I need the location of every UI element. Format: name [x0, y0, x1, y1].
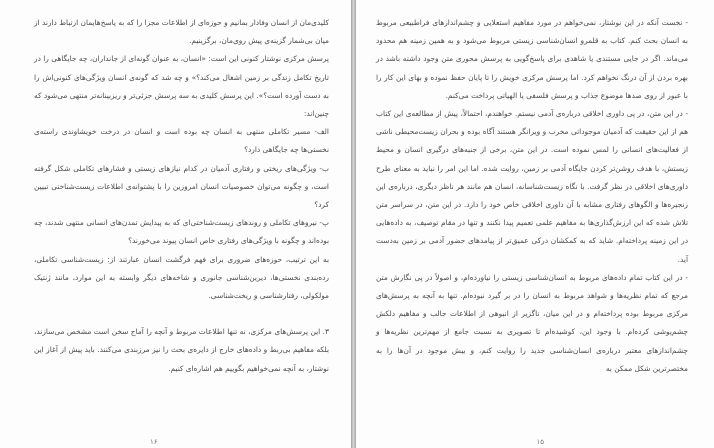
paragraph: - در این کتاب تمام داده‌های مربوط به انسان‌شناسی زیستی را نیاورده‌ام، و اصولاً در پی نگارش متن مرجع که تمام نظریه‌ها و شواهد مربوط به انسان را در بر گیرد نبوده‌ام. تنها به آنچه به پرسش‌های مرکزی مربوط بوده پرداخته‌ام و در این میان، ناگزیر از انبوهی از اطلاعات جالب و مفاهیم دلکش چشم‌پوشی کرده‌ام. با وجود این، کوشیده‌ام تا تصویری به نسبت جامع از مهم‌ترین نظریه‌ها و چشم‌اندازهای معتبر درباره‌ی انسان‌شناسی جدید را روایت کنم، و بیش موجود در آن‌ها را به مختصرترین شکل ممکن به: [376, 272, 688, 373]
paragraph-gap: [34, 305, 329, 323]
paragraph: ۳. این پرسش‌های مرکزی، نه تنها اطلاعات مربوط و آنچه را آماج سخن است مشخص می‌سازند، بلکه مفاهیم بی‌ربط و داده‌های خارج از دایره‌ی بحث را نیز مرزبندی می‌کنند. باید پیش از آغاز این نوشتار، به آنچه نمی‌خواهیم بگوییم هم اشاره‌ای کنیم.: [34, 327, 329, 373]
left-page: [0, 0, 351, 448]
right-page: [356, 0, 714, 448]
paragraph: ب- ویژگی‌های ریختی و رفتاری آدمیان در کدام نیازهای زیستی و فشارهای تکاملی شکل گرفته است، و چگونه می‌توان خصوصیات انسان امروزین را با پشتوانه‌ی اطلاعات زیست‌شناختی تبیین کرد؟: [34, 163, 329, 210]
paragraph: کلیدی‌مان از انسان وفادار بمانیم و حوزه‌ای از اطلاعات مجزا را که به پاسخ‌هایمان ارتباط دارند از میان بی‌شمار گزینه‌ی پیش روی‌مان، برگزینیم.: [34, 18, 329, 46]
page-number: ۱۵: [536, 438, 544, 446]
paragraph: پ- نیروهای تکاملی و روندهای زیست‌شناختی‌ای که به پیدایش تمدن‌های انسانی منتهی شدند، چه بوده‌اند و چگونه با ویژگی‌های رفتاری خاص انسان پیوند می‌خورند؟: [34, 218, 329, 246]
paragraph: پرسش مرکزی نوشتار کنونی این است: «انسان، به عنوان گونه‌ای از جانداران، چه جایگاهی را در تاریخ تکامل زندگی بر زمین اشغال می‌کند؟» و چه شد که گونه‌ی انسان ویژگی‌های کنونی‌اش را به دست آورده است؟». این پرسش کلیدی به سه پرسش جزئی‌تر و ریزبینانه‌تر منتهی می‌شود که چنین‌اند:: [34, 54, 329, 119]
paragraph: به این ترتیب، حوزه‌های ضروری برای فهم فرگشت انسان عبارتند از: زیست‌شناسی تکاملی، رده‌بندی نخستی‌ها، دیرین‌شناسی جانوری و شاخه‌های دیگر وابسته به این موارد، مانند ژنتیک مولکولی، رفتارشناسی و ریخت‌شناسی.: [34, 254, 329, 301]
paragraph: - نخست آنکه در این نوشتار، نمی‌خواهم در مورد مفاهیم استعلایی و چشم‌اندازهای فراطبیعی مربوط به انسان بحث کنم. کتاب به قلمرو انسان‌شناسی زیستی مربوط می‌شود و به همین زمینه هم محدود می‌ماند. اگر در جایی مستندی یا شاهدی برای پاسخ‌گویی به پرسش محوری متن وجود داشته باشد در بهره بردن از آن درنگ نخواهم کرد. اما پرسش مرکزی خویش را تا پایان حفظ نموده و بهای این کار را با عبور از روی صدها موضوع جذاب و پرسش فلسفی یا الهیاتی پرداخت می‌کنم.: [376, 18, 688, 100]
paragraph: - در این متن، در پی داوری اخلاقی درباره‌ی آدمی نیستم. خواهندم، احتمالاً، پیش از مطالعه‌ی این کتاب هم از این حقیقت که آدمیان موجوداتی مخرب و ویرانگر هستند آگاه بوده و بحران زیست‌محیطی ناشی از فعالیت‌های انسانی را لمس نموده است. در این متن، برخی از جنبه‌های درگیری انسان و محیط زیستش، با هدف روشن‌تر کردن جایگاه آدمی بر زمین، روایت شده. اما این امر را نباید به معنای طرح داوری‌های اخلاقی در نظر گرفت. با نگاه زیست‌شناسانه، انسان هم مانند هر ناظر دیگری، درباره‌ی این زنجیره‌ها و الگوهای رفتاری مشابه با آن داوری اخلاقی خاص خود را دارد. در این متن، در سراسر متن تلاش شده که این ارزش‌گذاری‌ها به مفاهیم علمی تعمیم پیدا نکنند و تنها در مقام توصیف، به داده‌هایی در این زمینه پرداخته‌ام. شاید که به کمکشان درکی عمیق‌تر از پیامدهای حضور آدمی بر زمین به‌دست آید.: [376, 109, 688, 264]
page-number: ۱۶: [150, 438, 158, 446]
paragraph: الف- مسیر تکاملی منتهی به انسان چه بوده است و انسان در درخت خویشاوندی راسته‌ی نخستی‌ها چه جایگاهی دارد؟: [34, 127, 329, 155]
